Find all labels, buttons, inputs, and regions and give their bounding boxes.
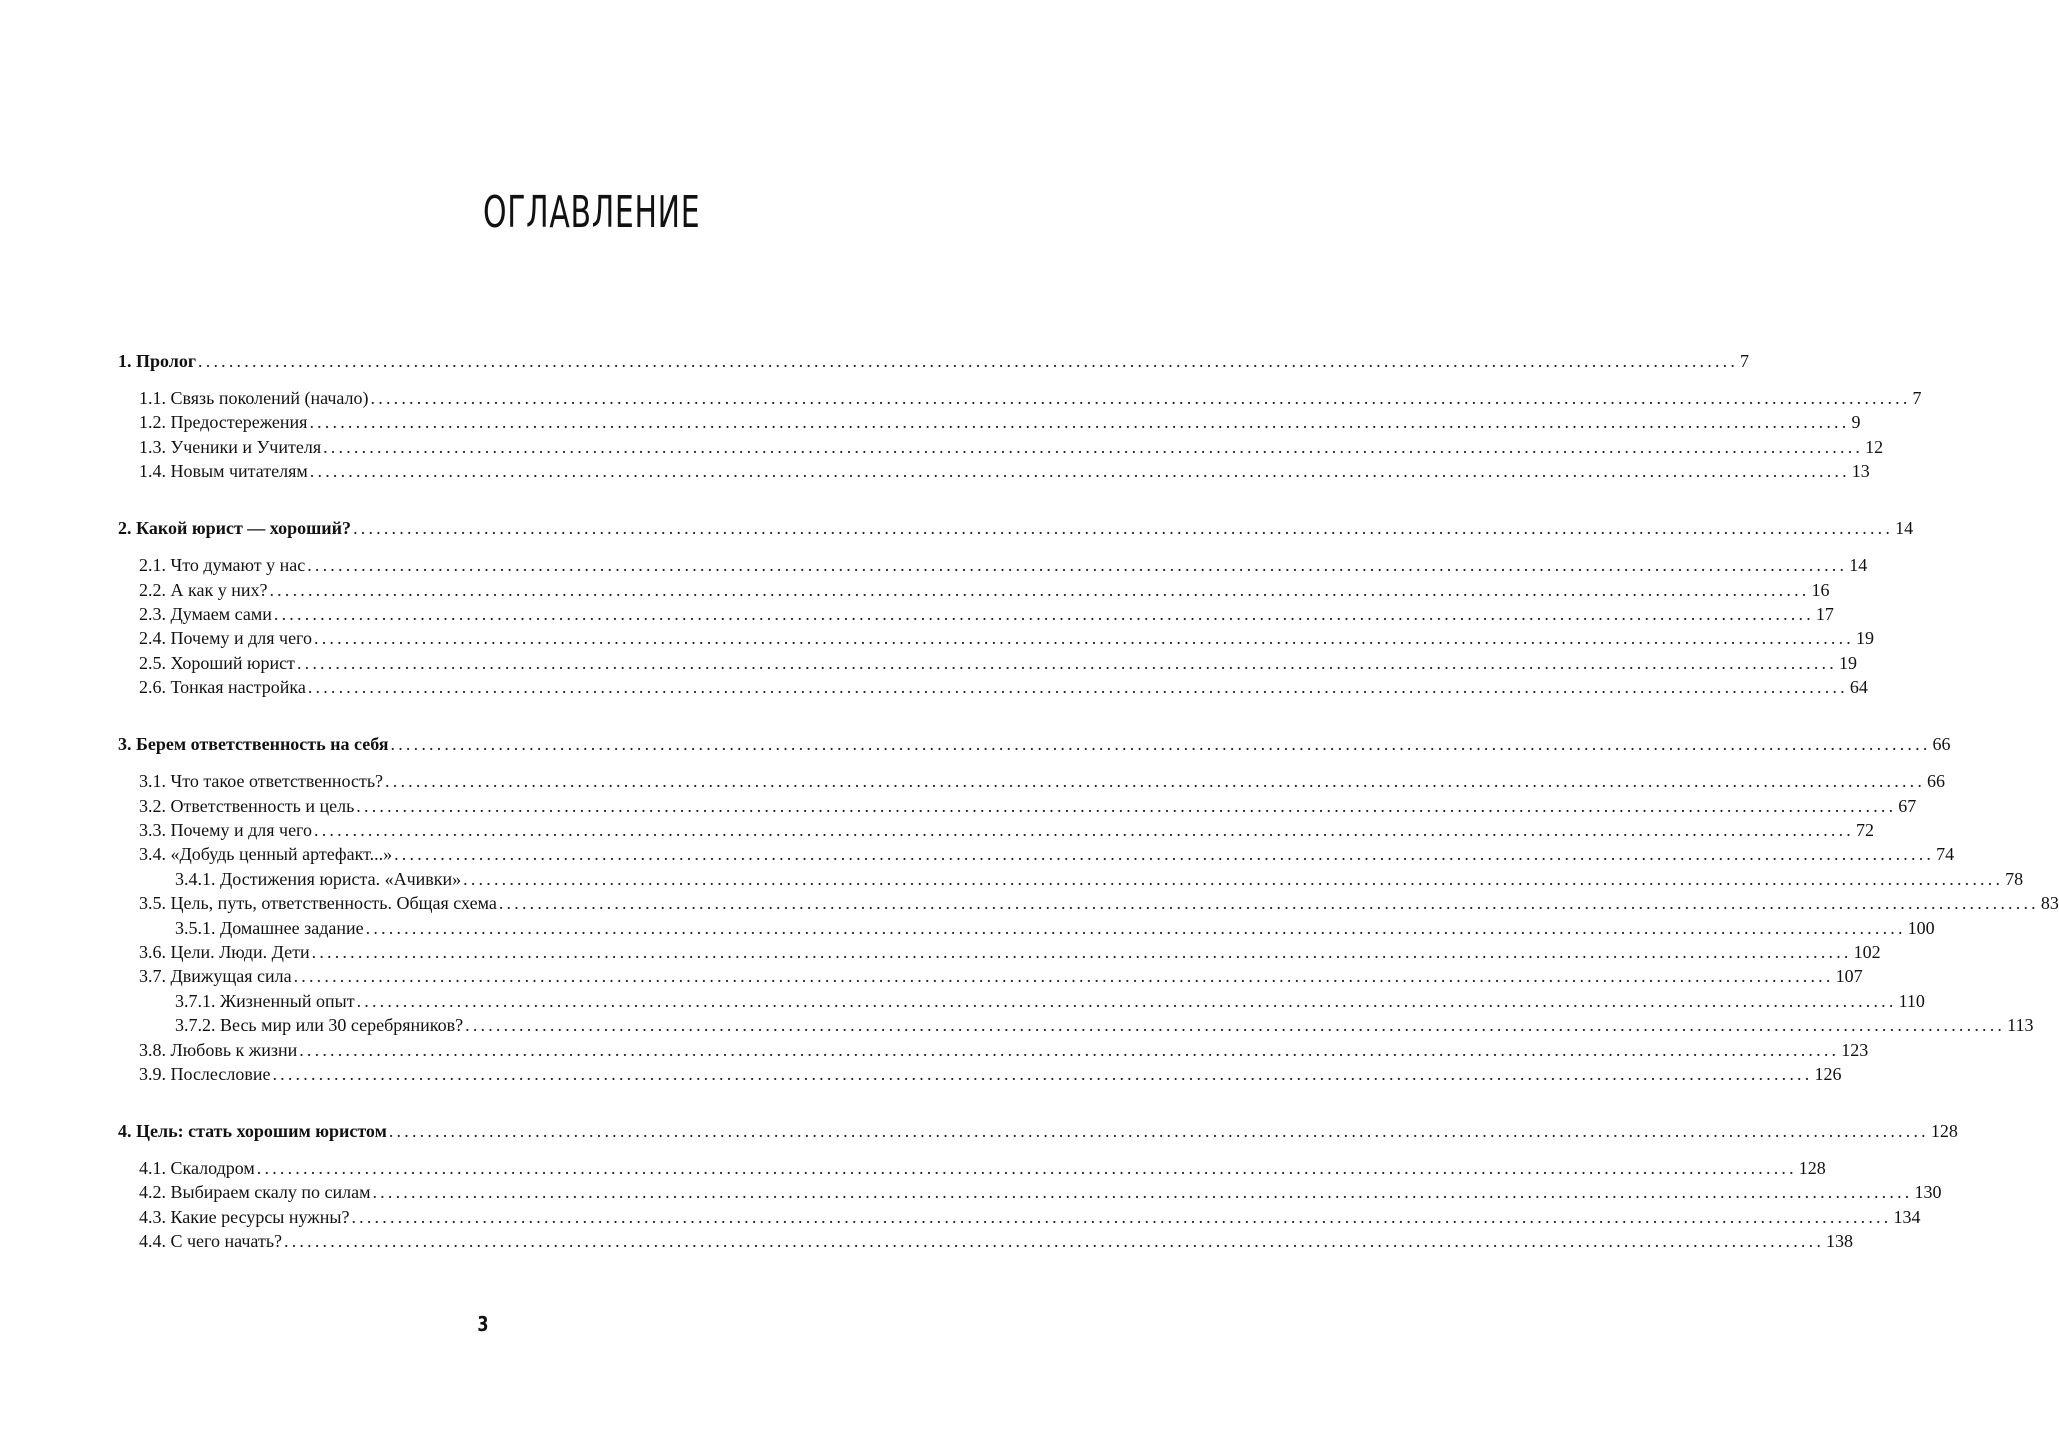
toc-entry[interactable] — [118, 1013, 2034, 1037]
toc-entry[interactable] — [118, 891, 2059, 915]
dot-leader: ........................................................................................................................................................................................................ — [309, 461, 1850, 481]
toc-entry[interactable] — [118, 459, 1870, 483]
dot-leader: ........................................................................................................................................................................................................ — [293, 966, 1834, 986]
dot-leader: ........................................................................................................................................................................................................ — [309, 412, 1850, 432]
toc-entry-page: 13 — [1851, 461, 1870, 481]
toc-entry-page: 83 — [2040, 893, 2059, 913]
dot-leader: ........................................................................................................................................................................................................ — [311, 942, 1852, 962]
toc-entry-label: 3.4. «Добудь ценный артефакт...» — [139, 844, 393, 864]
toc-entry[interactable] — [118, 794, 1917, 818]
dot-leader: ........................................................................................................................................................................................................ — [299, 1040, 1840, 1060]
toc-entry[interactable] — [118, 1180, 1942, 1204]
toc-entry-label: 3.4.1. Достижения юриста. «Ачивки» — [175, 869, 462, 889]
dot-leader: ........................................................................................................................................................................................................ — [353, 518, 1894, 538]
toc-entry-page: 7 — [1912, 388, 1922, 408]
dot-leader: ........................................................................................................................................................................................................ — [365, 918, 1906, 938]
dot-leader: ........................................................................................................................................................................................................ — [385, 771, 1926, 791]
toc-entry[interactable] — [118, 1229, 1854, 1253]
toc-entry-label: 3.7.2. Весь мир или 30 серебряников? — [175, 1015, 464, 1035]
toc-entry-page: 17 — [1815, 604, 1834, 624]
toc-entry-page: 110 — [1898, 991, 1925, 1011]
dot-leader: ........................................................................................................................................................................................................ — [498, 893, 2039, 913]
toc-entry-label: 3.3. Почему и для чего — [139, 820, 312, 840]
toc-entry-page: 128 — [1798, 1158, 1826, 1178]
toc-entry[interactable] — [118, 940, 1881, 964]
toc-entry-label: 4.1. Скалодром — [139, 1158, 255, 1178]
dot-leader: ........................................................................................................................................................................................................ — [388, 1121, 1929, 1141]
dot-leader: ........................................................................................................................................................................................................ — [296, 653, 1837, 673]
dot-leader: ........................................................................................................................................................................................................ — [370, 388, 1911, 408]
toc-entry-label: 3.8. Любовь к жизни — [139, 1040, 298, 1060]
toc-entry[interactable] — [118, 602, 1834, 626]
toc-entry-page: 134 — [1893, 1207, 1921, 1227]
toc-entry-label: 3.1. Что такое ответственность? — [139, 771, 384, 791]
toc-entry-page: 126 — [1814, 1064, 1842, 1084]
toc-entry-label: 3.5.1. Домашнее задание — [175, 918, 364, 938]
toc-entry-label: 3.7.1. Жизненный опыт — [175, 991, 355, 1011]
toc-entry-label: 3.9. Послесловие — [139, 1064, 271, 1084]
toc-entry-label: 2.4. Почему и для чего — [139, 628, 312, 648]
toc-entry-label: 2.2. А как у них? — [139, 580, 268, 600]
toc-entry-page: 78 — [2005, 869, 2024, 889]
toc-entry-page: 138 — [1826, 1231, 1854, 1251]
toc-entry[interactable] — [118, 867, 2024, 891]
toc-entry-label: 4.4. С чего начать? — [139, 1231, 283, 1251]
dot-leader: ........................................................................................................................................................................................................ — [284, 1231, 1825, 1251]
toc-chapter-entry[interactable] — [118, 516, 1914, 540]
toc-entry[interactable] — [118, 1156, 1826, 1180]
toc-entry-page: 130 — [1914, 1182, 1942, 1202]
toc-entry-label: 2.3. Думаем сами — [139, 604, 272, 624]
toc-entry-page: 66 — [1927, 771, 1946, 791]
toc-entry-page: 67 — [1898, 796, 1917, 816]
dot-leader: ........................................................................................................................................................................................................ — [356, 991, 1897, 1011]
toc-entry-page: 72 — [1856, 820, 1874, 840]
dot-leader: ........................................................................................................................................................................................................ — [356, 796, 1897, 816]
toc-entry[interactable] — [118, 916, 1935, 940]
toc-entry-page: 100 — [1907, 918, 1935, 938]
toc-chapter-entry[interactable] — [118, 732, 1951, 756]
dot-leader: ........................................................................................................................................................................................................ — [463, 869, 2004, 889]
toc-entry-page: 66 — [1932, 734, 1951, 754]
toc-entry-page: 9 — [1851, 412, 1861, 432]
page-title: ОГЛАВЛЕНИЕ — [483, 187, 701, 238]
toc-entry[interactable] — [118, 818, 1874, 842]
dot-leader: ........................................................................................................................................................................................................ — [269, 580, 1810, 600]
toc-entry-label: 3.5. Цель, путь, ответственность. Общая схема — [139, 893, 497, 913]
toc-entry[interactable] — [118, 989, 1925, 1013]
toc-entry-label: 3. Берем ответственность на себя — [118, 734, 389, 754]
toc-entry-page: 19 — [1838, 653, 1857, 673]
dot-leader: ........................................................................................................................................................................................................ — [394, 844, 1935, 864]
toc-entry-label: 2.6. Тонкая настройка — [139, 677, 306, 697]
dot-leader: ........................................................................................................................................................................................................ — [351, 1207, 1892, 1227]
dot-leader: ........................................................................................................................................................................................................ — [307, 555, 1848, 575]
toc-entry-label: 2. Какой юрист — хороший? — [118, 518, 352, 538]
toc-entry[interactable] — [118, 578, 1830, 602]
toc-chapter-entry[interactable] — [118, 1119, 1958, 1143]
toc-entry[interactable] — [118, 1038, 1869, 1062]
dot-leader: ........................................................................................................................................................................................................ — [198, 351, 1739, 371]
toc-entry[interactable] — [118, 769, 1946, 793]
dot-leader: ........................................................................................................................................................................................................ — [273, 604, 1814, 624]
toc-entry-page: 14 — [1895, 518, 1914, 538]
toc-entry-label: 2.5. Хороший юрист — [139, 653, 295, 673]
toc-entry[interactable] — [118, 1205, 1921, 1229]
toc-entry-label: 2.1. Что думают у нас — [139, 555, 306, 575]
toc-entry-label: 1.4. Новым читателям — [139, 461, 308, 481]
toc-entry-label: 1.1. Связь поколений (начало) — [139, 388, 369, 408]
toc-entry[interactable] — [118, 410, 1861, 434]
toc-entry-label: 4.3. Какие ресурсы нужны? — [139, 1207, 350, 1227]
toc-entry[interactable] — [118, 553, 1868, 577]
dot-leader: ........................................................................................................................................................................................................ — [256, 1158, 1797, 1178]
toc-entry[interactable] — [118, 651, 1857, 675]
toc-entry-page: 113 — [2007, 1015, 2034, 1035]
toc-entry-label: 4.2. Выбираем скалу по силам — [139, 1182, 371, 1202]
toc-entry-page: 14 — [1849, 555, 1868, 575]
toc-entry[interactable] — [118, 964, 1863, 988]
toc-entry-label: 4. Цель: стать хорошим юристом — [118, 1121, 387, 1141]
toc-entry[interactable] — [118, 626, 1874, 650]
page-number: 3 — [477, 1312, 489, 1336]
toc-entry-page: 64 — [1849, 677, 1868, 697]
toc-entry-page: 16 — [1811, 580, 1830, 600]
toc-entry-page: 74 — [1936, 844, 1955, 864]
toc-entry-page: 102 — [1853, 942, 1881, 962]
dot-leader: ........................................................................................................................................................................................................ — [390, 734, 1931, 754]
toc-entry-page: 107 — [1835, 966, 1863, 986]
dot-leader: ........................................................................................................................................................................................................ — [307, 677, 1848, 697]
toc-entry[interactable] — [118, 675, 1868, 699]
toc-entry-label: 3.2. Ответственность и цель — [139, 796, 355, 816]
toc-entry-label: 3.7. Движущая сила — [139, 966, 292, 986]
toc-entry-page: 128 — [1930, 1121, 1958, 1141]
toc-entry-label: 3.6. Цели. Люди. Дети — [139, 942, 310, 962]
toc-entry-page: 123 — [1841, 1040, 1869, 1060]
toc-entry[interactable] — [118, 386, 1922, 410]
dot-leader: ........................................................................................................................................................................................................ — [272, 1064, 1813, 1084]
toc-entry-label: 1. Пролог — [118, 351, 197, 371]
toc-entry[interactable] — [118, 435, 1884, 459]
dot-leader: ........................................................................................................................................................................................................ — [314, 820, 1854, 840]
dot-leader: ........................................................................................................................................................................................................ — [323, 437, 1864, 457]
toc-entry-page: 19 — [1856, 628, 1874, 648]
toc-entry[interactable] — [118, 1062, 1842, 1086]
dot-leader: ........................................................................................................................................................................................................ — [314, 628, 1854, 648]
toc-entry-page: 12 — [1865, 437, 1884, 457]
dot-leader: ........................................................................................................................................................................................................ — [372, 1182, 1913, 1202]
toc-entry-label: 1.2. Предостережения — [139, 412, 308, 432]
toc-entry-label: 1.3. Ученики и Учителя — [139, 437, 322, 457]
dot-leader: ........................................................................................................................................................................................................ — [465, 1015, 2006, 1035]
toc-entry[interactable] — [118, 842, 1955, 866]
toc-entry-page: 7 — [1740, 351, 1750, 371]
toc-chapter-entry[interactable] — [118, 349, 1750, 373]
